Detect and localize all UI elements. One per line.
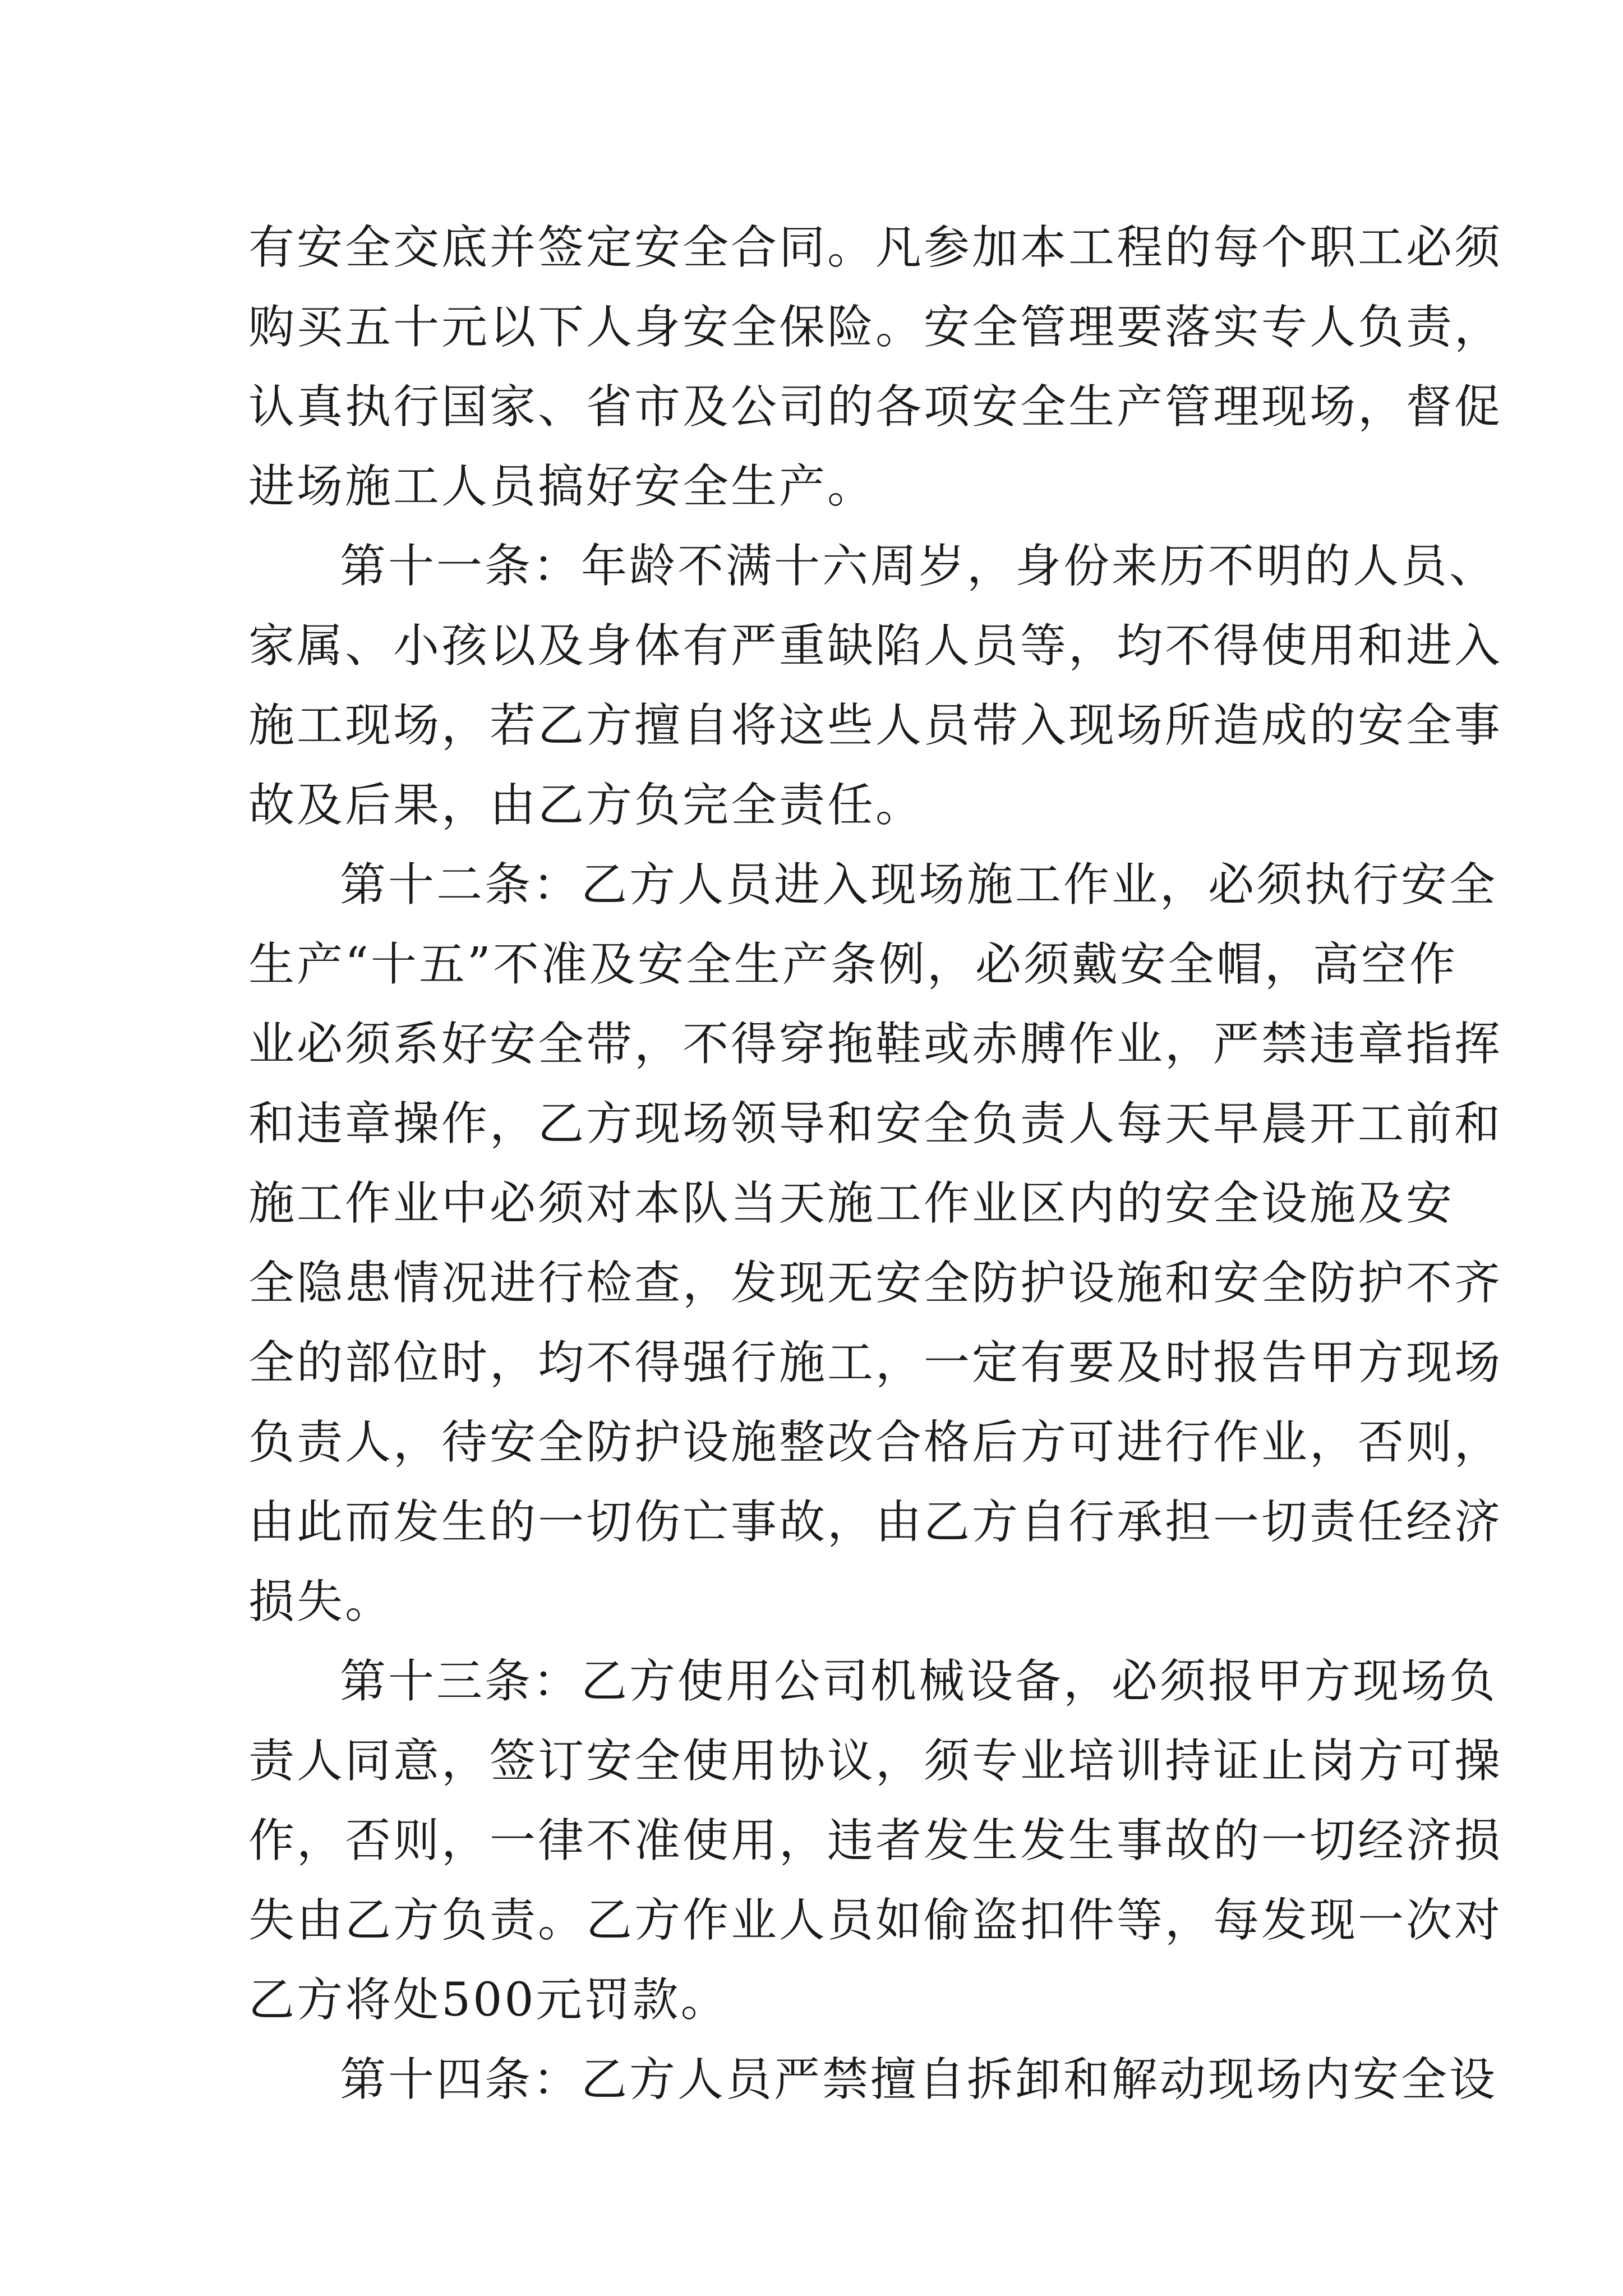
text-line: 家属、小孩以及身体有严重缺陷人员等，均不得使用和进入 xyxy=(248,619,1503,673)
text-line: 作，否则，一律不准使用，违者发生发生事故的一切经济损 xyxy=(248,1814,1503,1867)
text-line: 乙方将处500元罚款。 xyxy=(248,1973,729,2027)
text-line: 损失。 xyxy=(248,1575,394,1628)
text-line: 认真执行国家、省市及公司的各项安全生产管理现场，督促 xyxy=(248,380,1503,434)
text-line: 有安全交底并签定安全合同。凡参加本工程的每个职工必须 xyxy=(248,221,1503,274)
text-line: 全的部位时，均不得强行施工，一定有要及时报告甲方现场 xyxy=(248,1336,1503,1389)
text-line: 和违章操作，乙方现场领导和安全负责人每天早晨开工前和 xyxy=(248,1097,1503,1151)
text-line: 负责人，待安全防护设施整改合格后方可进行作业，否则， xyxy=(248,1416,1503,1469)
text-line: 责人同意，签订安全使用协议，须专业培训持证止岗方可操 xyxy=(248,1734,1503,1788)
text-line: 购买五十元以下人身安全保险。安全管理要落实专人负责， xyxy=(248,301,1503,354)
text-line: 业必须系好安全带，不得穿拖鞋或赤膊作业，严禁违章指挥 xyxy=(248,1018,1503,1071)
text-line: 生产“十五”不准及安全生产条例，必须戴安全帽，高空作 xyxy=(248,938,1458,991)
article-11-heading-line: 第十一条：年龄不满十六周岁，身份来历不明的人员、 xyxy=(340,540,1498,593)
text-line: 全隐患情况进行检查，发现无安全防护设施和安全防护不齐 xyxy=(248,1257,1503,1310)
text-line: 进场施工人员搞好安全生产。 xyxy=(248,460,876,513)
text-line: 施工作业中必须对本队当天施工作业区内的安全设施及安 xyxy=(248,1177,1455,1230)
text-line: 失由乙方负责。乙方作业人员如偷盗扣件等，每发现一次对 xyxy=(248,1894,1503,1947)
article-14-heading-line: 第十四条：乙方人员严禁擅自拆卸和解动现场内安全设 xyxy=(340,2053,1498,2106)
text-line: 由此而发生的一切伤亡事故，由乙方自行承担一切责任经济 xyxy=(248,1496,1503,1549)
text-line: 故及后果，由乙方负完全责任。 xyxy=(248,779,924,832)
text-line: 施工现场，若乙方擅自将这些人员带入现场所造成的安全事 xyxy=(248,699,1503,752)
article-13-heading-line: 第十三条：乙方使用公司机械设备，必须报甲方现场负 xyxy=(340,1655,1498,1708)
article-12-heading-line: 第十二条：乙方人员进入现场施工作业，必须执行安全 xyxy=(340,858,1498,912)
